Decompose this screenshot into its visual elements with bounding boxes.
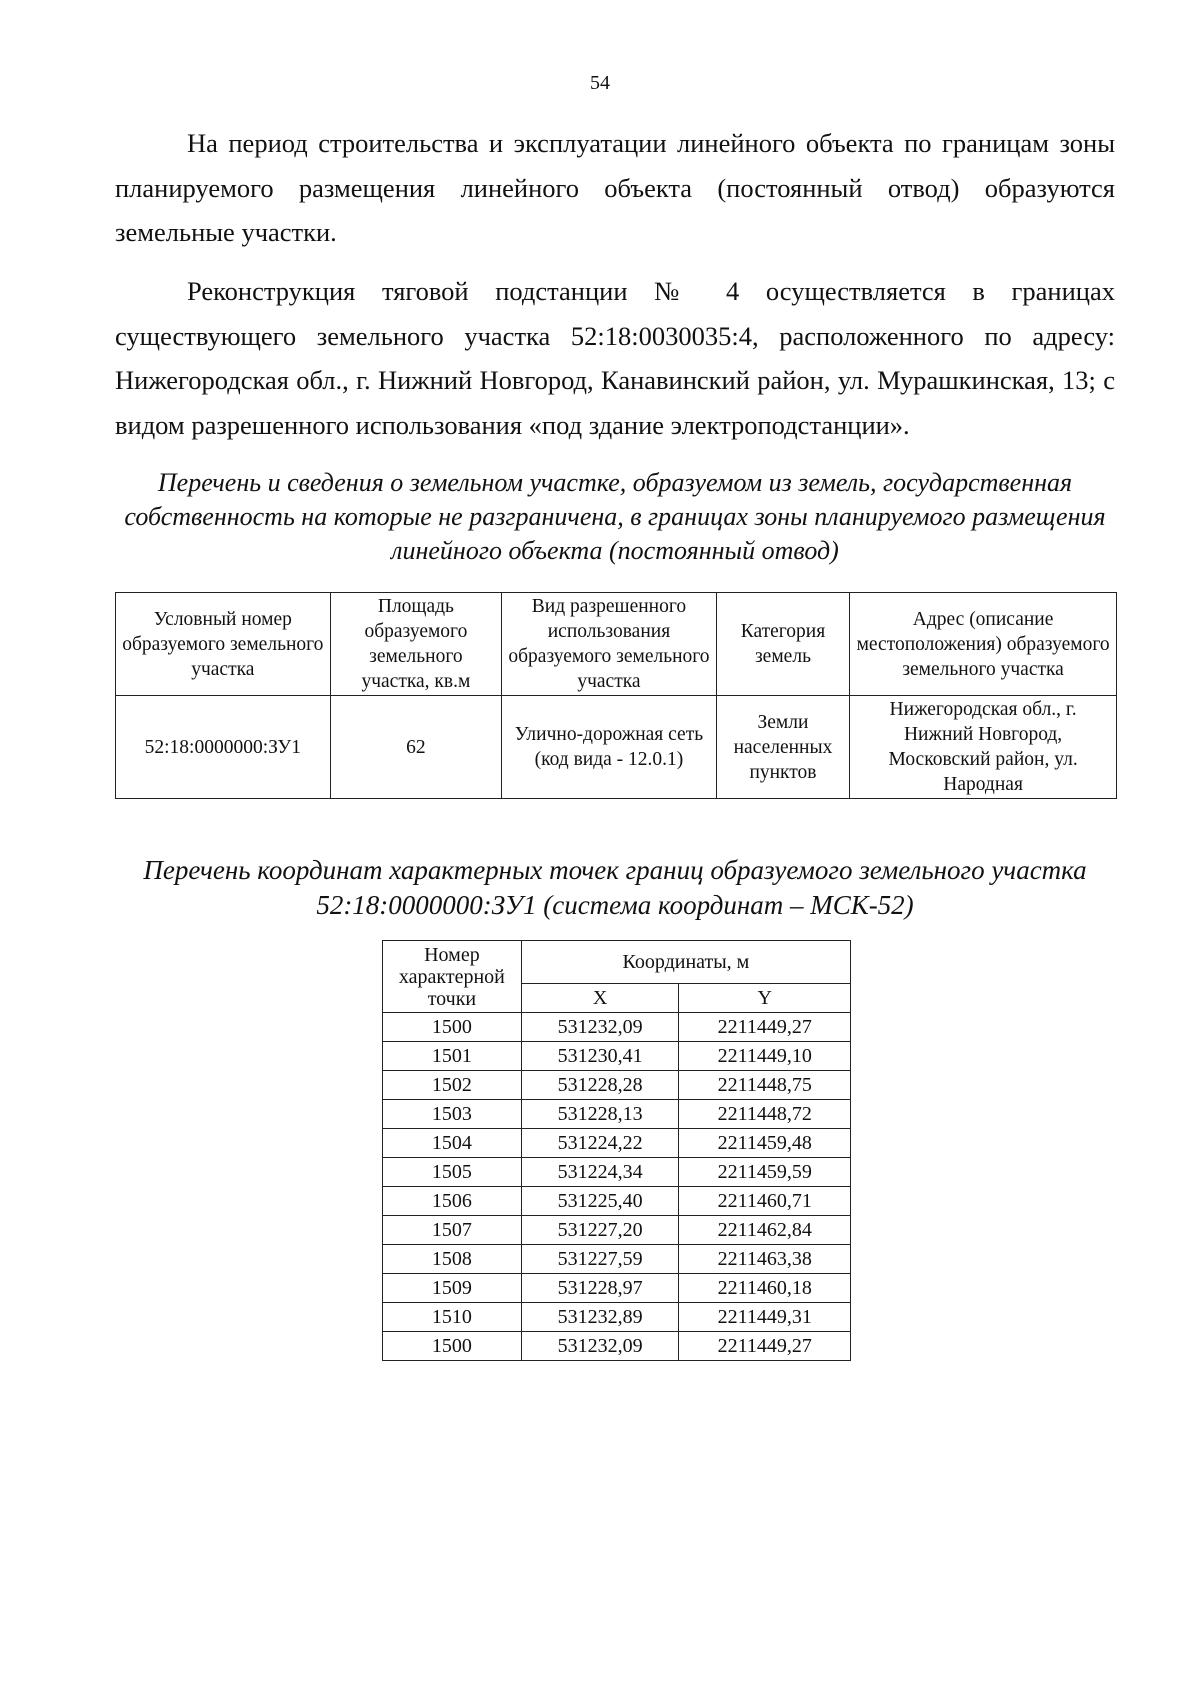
table-row — [383, 1274, 851, 1303]
header-y: Y — [679, 984, 851, 1013]
header-permitted-use: Вид разрешенного использования образуемого земельного участка — [502, 593, 717, 696]
cell-point-number: 1502 — [383, 1071, 522, 1100]
table-row — [383, 1042, 851, 1071]
table-row — [383, 1100, 851, 1129]
cell-y: 2211449,27 — [679, 1013, 851, 1042]
header-x: X — [521, 984, 679, 1013]
cell-y: 2211459,48 — [679, 1129, 851, 1158]
table-row — [383, 1071, 851, 1100]
header-coordinates: Координаты, м — [521, 941, 850, 984]
table-row — [383, 1216, 851, 1245]
cell-plot-number: 52:18:0000000:ЗУ1 — [116, 696, 331, 799]
table-row — [383, 1187, 851, 1216]
header-address: Адрес (описание местоположения) образуемого земельного участка — [850, 593, 1117, 696]
header-plot-area: Площадь образуемого земельного участка, кв.м — [330, 593, 502, 696]
table-row — [383, 1129, 851, 1158]
cell-y: 2211462,84 — [679, 1216, 851, 1245]
cell-x: 531227,59 — [521, 1245, 679, 1274]
table-row — [383, 1013, 851, 1042]
header-plot-number: Условный номер образуемого земельного участка — [116, 593, 331, 696]
table-row — [383, 1245, 851, 1274]
cell-point-number: 1500 — [383, 1332, 522, 1361]
cell-plot-area: 62 — [330, 696, 502, 799]
paragraph-land-plots: На период строительства и эксплуатации линейного объекта по границам зоны планируемого размещения линейного объекта (постоянный отвод) образуются земельные участки. — [115, 128, 1115, 247]
table-row — [116, 696, 1117, 799]
header-land-category: Категория земель — [716, 593, 849, 696]
cell-permitted-use: Улично-дорожная сеть (код вида - 12.0.1) — [502, 696, 717, 799]
cell-y: 2211449,10 — [679, 1042, 851, 1071]
cell-x: 531227,20 — [521, 1216, 679, 1245]
cell-address: Нижегородская обл., г. Нижний Новгород, Московский район, ул. Народная — [850, 696, 1117, 799]
page-number: 54 — [590, 72, 610, 94]
cell-y: 2211460,71 — [679, 1187, 851, 1216]
cell-y: 2211460,18 — [679, 1274, 851, 1303]
cell-point-number: 1509 — [383, 1274, 522, 1303]
land-plot-table-header-row — [116, 593, 1117, 696]
coordinates-table-header-row — [383, 941, 851, 984]
land-plot-table — [115, 592, 1117, 799]
cell-y: 2211459,59 — [679, 1158, 851, 1187]
cell-x: 531224,22 — [521, 1129, 679, 1158]
cell-point-number: 1500 — [383, 1013, 522, 1042]
cell-point-number: 1501 — [383, 1042, 522, 1071]
cell-x: 531230,41 — [521, 1042, 679, 1071]
cell-x: 531224,34 — [521, 1158, 679, 1187]
cell-y: 2211449,27 — [679, 1332, 851, 1361]
cell-x: 531228,97 — [521, 1274, 679, 1303]
land-plot-table-caption: Перечень и сведения о земельном участке, образуемом из земель, государственная собственность на которые не разграничена, в границах зоны планируемого размещения линейного объекта (постоянный отвод) — [124, 468, 1106, 565]
cell-y: 2211448,75 — [679, 1071, 851, 1100]
cell-point-number: 1503 — [383, 1100, 522, 1129]
coordinates-table-caption: Перечень координат характерных точек границ образуемого земельного участка 52:18:0000000:ЗУ1 (система координат – МСК-52) — [143, 855, 1087, 920]
header-point-number: Номер характерной точки — [383, 941, 522, 1013]
cell-point-number: 1510 — [383, 1303, 522, 1332]
coordinates-table — [382, 940, 851, 1361]
coordinates-table-body — [383, 1013, 851, 1361]
cell-point-number: 1505 — [383, 1158, 522, 1187]
cell-x: 531225,40 — [521, 1187, 679, 1216]
cell-x: 531228,13 — [521, 1100, 679, 1129]
cell-point-number: 1508 — [383, 1245, 522, 1274]
table-row — [383, 1332, 851, 1361]
cell-y: 2211449,31 — [679, 1303, 851, 1332]
table-row — [383, 1158, 851, 1187]
paragraph-substation-reconstruction: Реконструкция тяговой подстанции № 4 осуществляется в границах существующего земельного участка 52:18:0030035:4, расположенного по адресу: Нижегородская обл., г. Нижний Новгород, Канавинский район, ул. Мурашкинская, 13; с видом разрешенного использования «под здание электроподстанции». — [115, 276, 1115, 440]
cell-x: 531232,89 — [521, 1303, 679, 1332]
cell-y: 2211463,38 — [679, 1245, 851, 1274]
cell-x: 531232,09 — [521, 1332, 679, 1361]
cell-point-number: 1504 — [383, 1129, 522, 1158]
cell-land-category: Земли населенных пунктов — [716, 696, 849, 799]
cell-point-number: 1506 — [383, 1187, 522, 1216]
cell-y: 2211448,72 — [679, 1100, 851, 1129]
cell-x: 531228,28 — [521, 1071, 679, 1100]
table-row — [383, 1303, 851, 1332]
cell-x: 531232,09 — [521, 1013, 679, 1042]
cell-point-number: 1507 — [383, 1216, 522, 1245]
